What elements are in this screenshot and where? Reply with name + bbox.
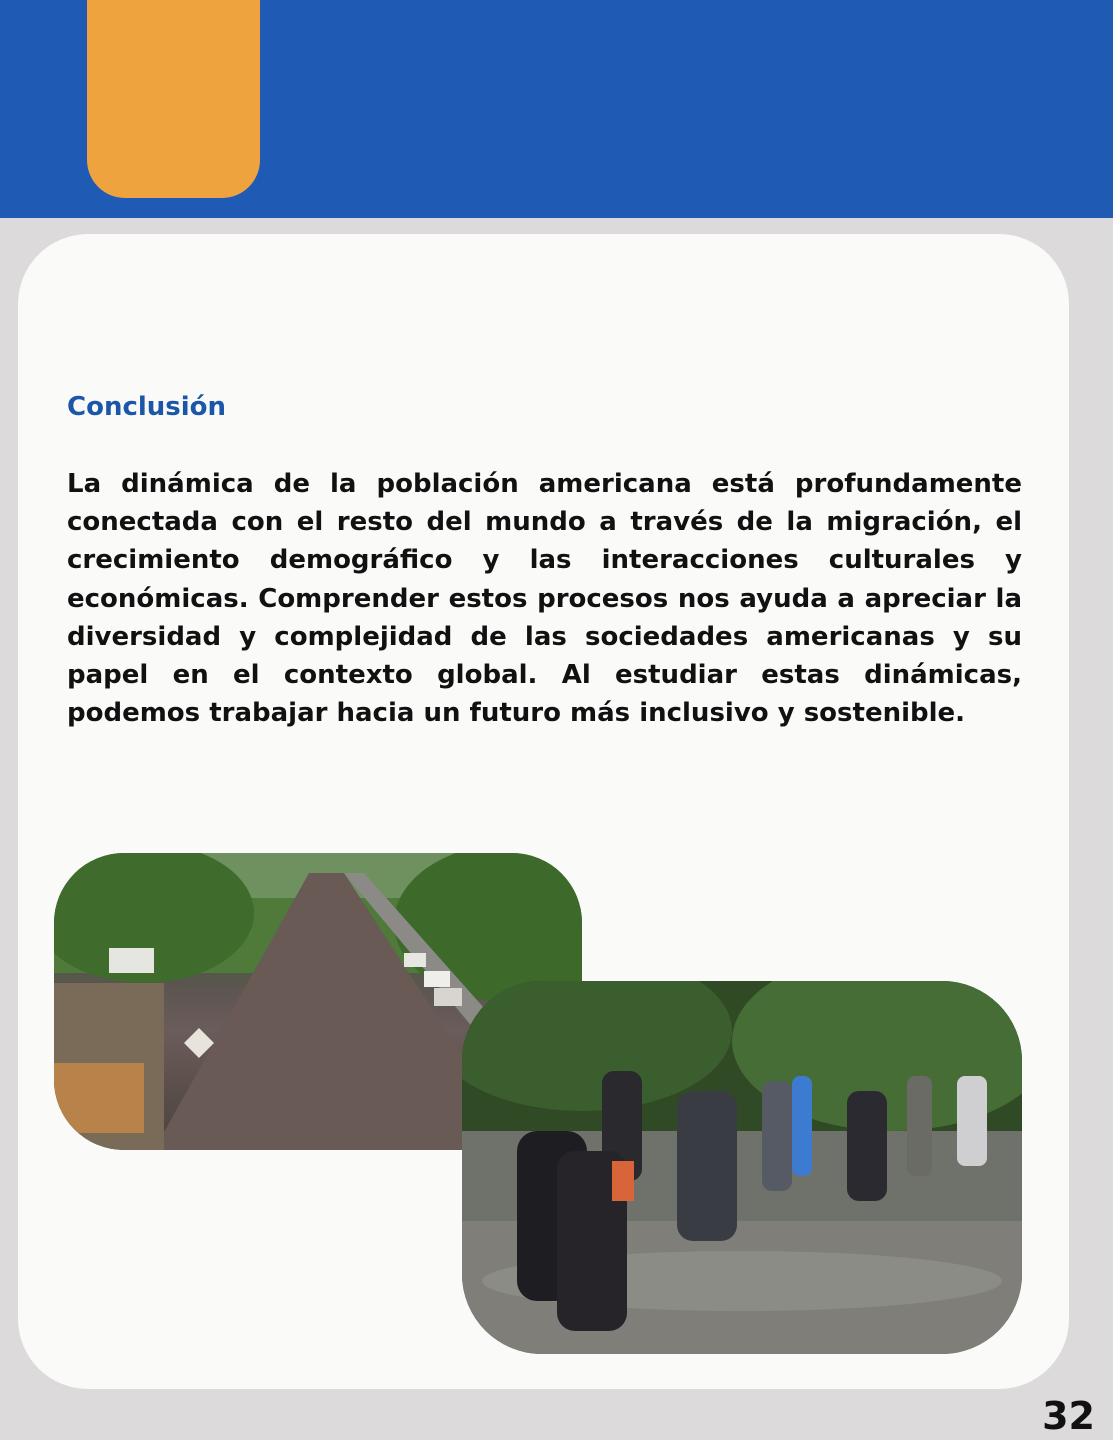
river-photo-illustration (462, 981, 1022, 1354)
conclusion-paragraph: La dinámica de la población americana está profundamente conectada con el resto del mundo a través de la migración, el crecimiento demográfico y las interacciones culturales y económicas. Comprender estos procesos nos ayuda a apreciar la diversidad y complejidad de las sociedades americanas y su papel en el contexto global. Al estudiar estas dinámicas, podemos trabajar hacia un futuro más inclusivo y sostenible. (67, 469, 1022, 729)
migrants-crossing-river-photo (462, 981, 1022, 1354)
section-title: Conclusión (67, 392, 227, 422)
orange-accent-tab (87, 0, 260, 198)
page-number: 32 (1042, 1394, 1095, 1438)
